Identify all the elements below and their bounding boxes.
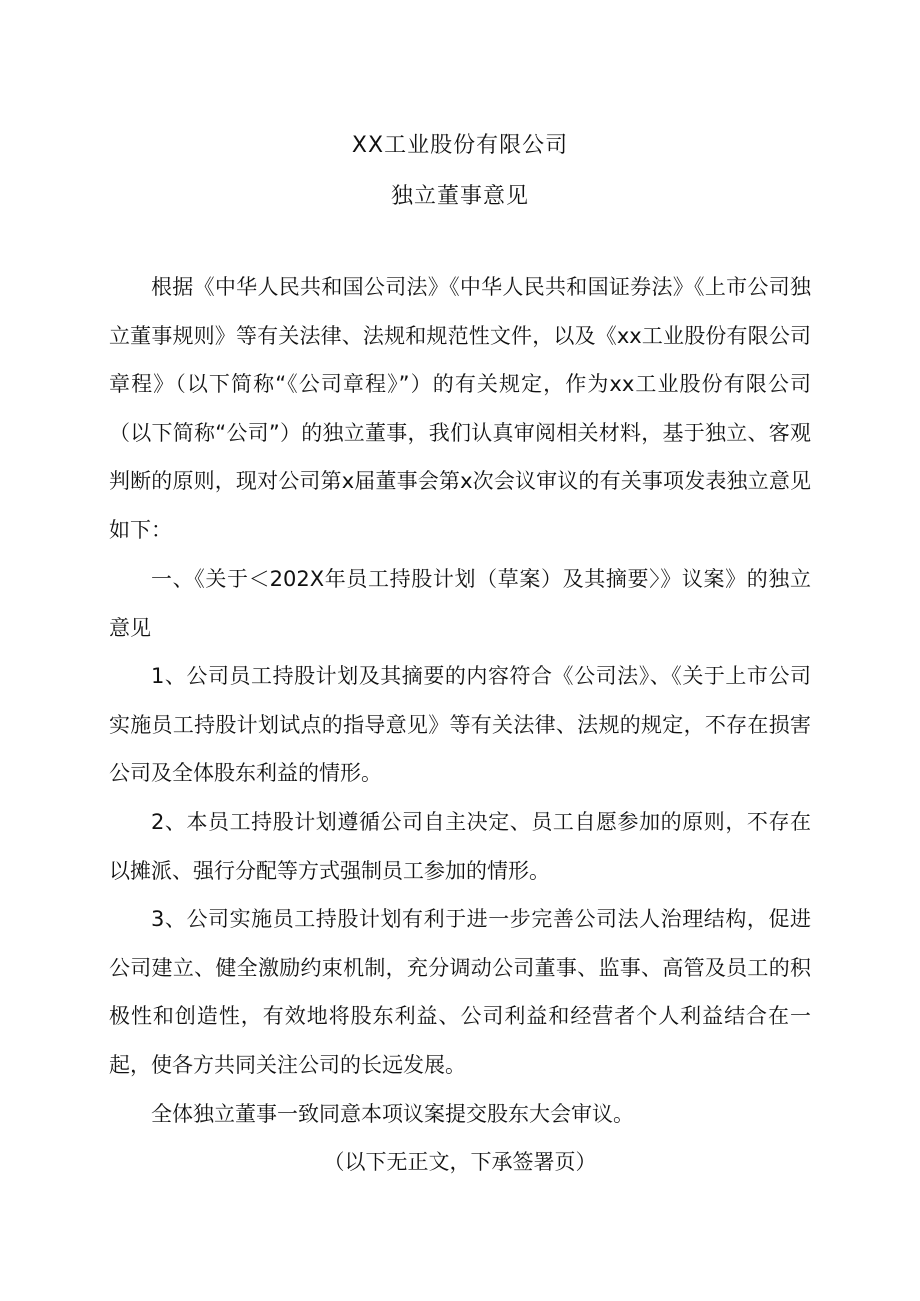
closing-note: （以下无正文，下承签署页） [323, 1150, 597, 1174]
conclusion-paragraph: 全体独立董事一致同意本项议案提交股东大会审议。 [151, 1102, 634, 1126]
section-heading: 一、《关于＜202X年员工持股计划（草案）及其摘要〉》议案》的独立意见 [109, 567, 811, 640]
intro-paragraph: 根据《中华人民共和国公司法》《中华人民共和国证券法》《上市公司独立董事规则》等有关法律、法规和规范性文件，以及《xx工业股份有限公司章程》（以下简称“《公司章程》”）的有关规定，作为xx工业股份有限公司（以下简称“公司”）的独立董事，我们认真审阅相关材料，基于独立、客观判断的原则，现对公司第x届董事会第x次会议审议的有关事项发表独立意见如下： [109, 275, 811, 542]
document-title: XX工业股份有限公司 [351, 133, 569, 158]
opinion-item-3: 3、公司实施员工持股计划有利于进一步完善公司法人治理结构，促进公司建立、健全激励约束机制，充分调动公司董事、监事、高管及员工的积极性和创造性，有效地将股东利益、公司利益和经营者个人利益结合在一起，使各方共同关注公司的长远发展。 [109, 907, 811, 1077]
opinion-item-2: 2、本员工持股计划遵循公司自主决定、员工自愿参加的原则，不存在以摊派、强行分配等方式强制员工参加的情形。 [109, 810, 811, 883]
opinion-item-1: 1、公司员工持股计划及其摘要的内容符合《公司法》、《关于上市公司实施员工持股计划试点的指导意见》等有关法律、法规的规定，不存在损害公司及全体股东利益的情形。 [109, 664, 811, 786]
document-subtitle: 独立董事意见 [390, 184, 529, 209]
